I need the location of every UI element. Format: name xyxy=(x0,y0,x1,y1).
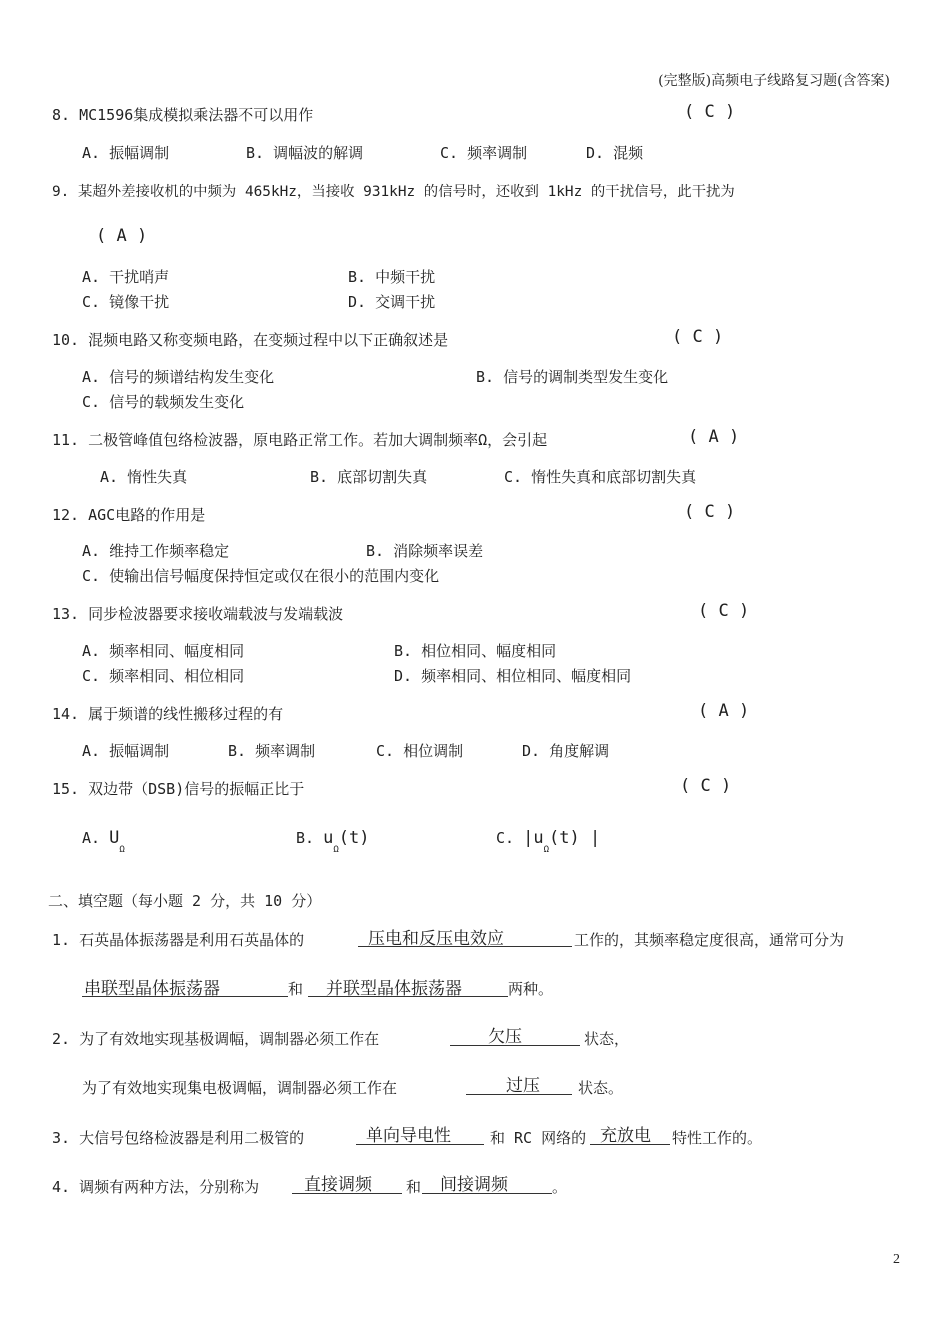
question-14-option-d: D. 角度解调 xyxy=(522,742,610,760)
fill-4-answer-1: 直接调频 xyxy=(304,1175,372,1195)
fill-1-answer-2: 串联型晶体振荡器 xyxy=(84,979,220,999)
question-12-option-c: C. 使输出信号幅度保持恒定或仅在很小的范围内变化 xyxy=(82,567,440,585)
question-9-option-d: D. 交调干扰 xyxy=(348,293,436,311)
option-argument: (t) | xyxy=(549,828,601,848)
question-12-option-b: B. 消除频率误差 xyxy=(366,542,484,560)
fill-1-connector: 和 xyxy=(288,980,304,998)
fill-4-answer-2: 间接调频 xyxy=(440,1175,508,1195)
fill-2-line-2-suffix: 状态。 xyxy=(578,1079,624,1097)
question-9-answer: ( A ) xyxy=(96,226,148,246)
fill-1-answer-3: 并联型晶体振荡器 xyxy=(326,979,462,999)
question-15-answer: ( C ) xyxy=(680,776,732,796)
option-label: B. xyxy=(296,829,315,847)
question-13-option-b: B. 相位相同、幅度相同 xyxy=(394,642,557,660)
question-14-option-c: C. 相位调制 xyxy=(376,742,464,760)
question-10-option-a: A. 信号的频谱结构发生变化 xyxy=(82,368,275,386)
question-8-text: 8. MC1596集成模拟乘法器不可以用作 xyxy=(52,106,314,124)
fill-3-answer-2: 充放电 xyxy=(600,1126,651,1146)
question-10-option-c: C. 信号的载频发生变化 xyxy=(82,393,245,411)
question-8-option-a: A. 振幅调制 xyxy=(82,144,170,162)
question-10-answer: ( C ) xyxy=(672,327,724,347)
option-label: C. xyxy=(496,829,515,847)
question-8-option-b: B. 调幅波的解调 xyxy=(246,144,364,162)
question-11-option-b: B. 底部切割失真 xyxy=(310,468,428,486)
question-14-option-b: B. 频率调制 xyxy=(228,742,316,760)
question-12-text: 12. AGC电路的作用是 xyxy=(52,506,206,524)
question-8-option-d: D. 混频 xyxy=(586,144,644,162)
fill-1-answer-1: 压电和反压电效应 xyxy=(368,929,504,949)
page-number: 2 xyxy=(893,1252,900,1267)
question-9-option-c: C. 镜像干扰 xyxy=(82,293,170,311)
fill-2-line-2-prefix: 为了有效地实现集电极调幅，调制器必须工作在 xyxy=(82,1079,398,1097)
option-symbol: |u xyxy=(523,828,544,848)
question-10-text: 10. 混频电路又称变频电路，在变频过程中以下正确叙述是 xyxy=(52,331,449,349)
question-11-answer: ( A ) xyxy=(688,427,740,447)
question-15-option-b xyxy=(296,828,370,855)
document-header: (完整版)高频电子线路复习题(含答案) xyxy=(658,73,890,89)
question-15-option-c xyxy=(496,828,601,855)
option-subscript: Ω xyxy=(333,845,339,855)
fill-3-answer-1: 单向导电性 xyxy=(366,1126,451,1146)
fill-1-prefix: 1. 石英晶体振荡器是利用石英晶体的 xyxy=(52,931,305,949)
option-label: A. xyxy=(82,829,101,847)
question-11-option-c: C. 惰性失真和底部切割失真 xyxy=(504,468,697,486)
fill-3-suffix: 特性工作的。 xyxy=(672,1129,763,1147)
fill-3-connector: 和 RC 网络的 xyxy=(490,1129,587,1147)
question-14-option-a: A. 振幅调制 xyxy=(82,742,170,760)
question-14-answer: ( A ) xyxy=(698,701,750,721)
fill-3-prefix: 3. 大信号包络检波器是利用二极管的 xyxy=(52,1129,305,1147)
question-9-text: 9. 某超外差接收机的中频为 465kHz，当接收 931kHz 的信号时，还收到 1kHz 的干扰信号，此干扰为 xyxy=(52,184,735,200)
question-13-option-a: A. 频率相同、幅度相同 xyxy=(82,642,245,660)
question-13-text: 13. 同步检波器要求接收端载波与发端载波 xyxy=(52,605,344,623)
question-13-option-d: D. 频率相同、相位相同、幅度相同 xyxy=(394,667,632,685)
question-9-option-b: B. 中频干扰 xyxy=(348,268,436,286)
section-2-title: 二、填空题（每小题 2 分，共 10 分） xyxy=(48,892,322,910)
question-8-answer: ( C ) xyxy=(684,102,736,122)
question-11-text: 11. 二极管峰值包络检波器，原电路正常工作。若加大调制频率Ω，会引起 xyxy=(52,431,548,449)
question-15-option-a xyxy=(82,828,125,855)
question-12-answer: ( C ) xyxy=(684,502,736,522)
question-11-option-a: A. 惰性失真 xyxy=(100,468,188,486)
fill-2-answer-1: 欠压 xyxy=(488,1027,522,1047)
question-13-answer: ( C ) xyxy=(698,601,750,621)
fill-1-end: 两种。 xyxy=(508,980,554,998)
fill-1-suffix: 工作的，其频率稳定度很高，通常可分为 xyxy=(574,931,845,949)
fill-4-suffix: 。 xyxy=(552,1178,568,1196)
fill-4-prefix: 4. 调频有两种方法，分别称为 xyxy=(52,1178,260,1196)
question-15-text: 15. 双边带（DSB)信号的振幅正比于 xyxy=(52,780,305,798)
question-12-option-a: A. 维持工作频率稳定 xyxy=(82,542,230,560)
fill-2-answer-2: 过压 xyxy=(506,1076,540,1096)
option-subscript: Ω xyxy=(543,845,549,855)
fill-4-connector: 和 xyxy=(406,1178,422,1196)
question-8-option-c: C. 频率调制 xyxy=(440,144,528,162)
fill-2-line-1-suffix: 状态， xyxy=(584,1030,630,1048)
option-symbol: U xyxy=(109,828,120,848)
question-13-option-c: C. 频率相同、相位相同 xyxy=(82,667,245,685)
question-10-option-b: B. 信号的调制类型发生变化 xyxy=(476,368,669,386)
fill-2-line-1-prefix: 2. 为了有效地实现基极调幅，调制器必须工作在 xyxy=(52,1030,380,1048)
question-14-text: 14. 属于频谱的线性搬移过程的有 xyxy=(52,705,284,723)
option-argument: (t) xyxy=(338,828,370,848)
option-symbol: u xyxy=(323,828,334,848)
option-subscript: Ω xyxy=(119,845,125,855)
question-9-option-a: A. 干扰哨声 xyxy=(82,268,170,286)
